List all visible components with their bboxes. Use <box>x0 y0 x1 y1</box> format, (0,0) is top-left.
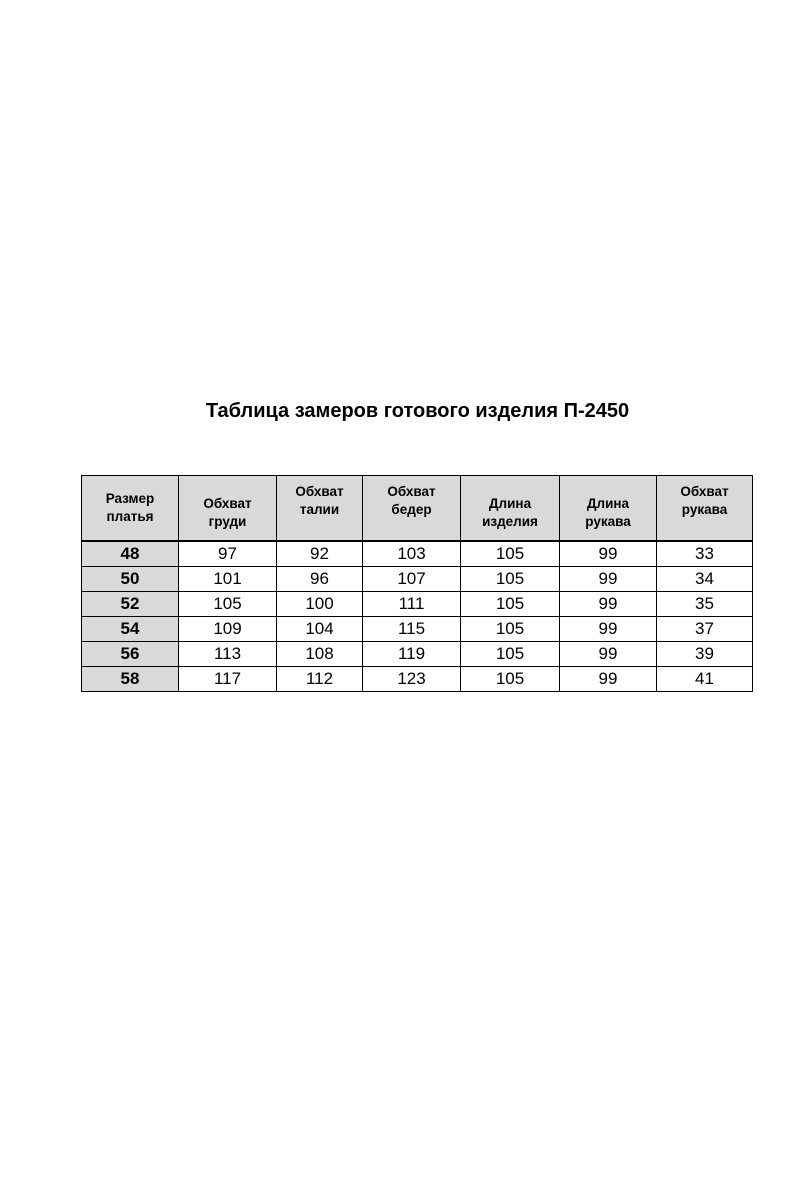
table-row <box>82 541 753 567</box>
chest-cell: 105 <box>179 592 277 617</box>
sleeve-length-cell: 99 <box>560 541 657 567</box>
sleeve-length-cell: 99 <box>560 567 657 592</box>
table-row <box>82 617 753 642</box>
chest-cell: 101 <box>179 567 277 592</box>
hips-cell: 103 <box>363 541 461 567</box>
chest-cell: 109 <box>179 617 277 642</box>
waist-cell: 104 <box>277 617 363 642</box>
chest-cell: 117 <box>179 667 277 692</box>
chest-cell: 97 <box>179 541 277 567</box>
sleeve-girth-cell: 35 <box>657 592 753 617</box>
table-row <box>82 592 753 617</box>
header-sleeve-girth: Обхват рукава <box>657 476 753 542</box>
length-cell: 105 <box>461 617 560 642</box>
size-cell: 48 <box>82 541 179 567</box>
table-row <box>82 667 753 692</box>
header-hip-girth: Обхват бедер <box>363 476 461 542</box>
table-row <box>82 567 753 592</box>
waist-cell: 108 <box>277 642 363 667</box>
sleeve-length-cell: 99 <box>560 642 657 667</box>
hips-cell: 111 <box>363 592 461 617</box>
length-cell: 105 <box>461 642 560 667</box>
waist-cell: 92 <box>277 541 363 567</box>
sleeve-girth-cell: 34 <box>657 567 753 592</box>
hips-cell: 115 <box>363 617 461 642</box>
size-cell: 52 <box>82 592 179 617</box>
hips-cell: 123 <box>363 667 461 692</box>
waist-cell: 112 <box>277 667 363 692</box>
waist-cell: 96 <box>277 567 363 592</box>
sleeve-length-cell: 99 <box>560 592 657 617</box>
size-cell: 56 <box>82 642 179 667</box>
length-cell: 105 <box>461 667 560 692</box>
header-dress-size: Размер платья <box>82 476 179 542</box>
hips-cell: 119 <box>363 642 461 667</box>
header-garment-length: Длина изделия <box>461 476 560 542</box>
length-cell: 105 <box>461 541 560 567</box>
length-cell: 105 <box>461 592 560 617</box>
size-cell: 58 <box>82 667 179 692</box>
length-cell: 105 <box>461 567 560 592</box>
chest-cell: 113 <box>179 642 277 667</box>
header-waist-girth: Обхват талии <box>277 476 363 542</box>
sleeve-girth-cell: 37 <box>657 617 753 642</box>
sleeve-girth-cell: 41 <box>657 667 753 692</box>
hips-cell: 107 <box>363 567 461 592</box>
size-cell: 50 <box>82 567 179 592</box>
table-row <box>82 642 753 667</box>
sleeve-girth-cell: 39 <box>657 642 753 667</box>
size-cell: 54 <box>82 617 179 642</box>
header-chest-girth: Обхват груди <box>179 476 277 542</box>
sleeve-girth-cell: 33 <box>657 541 753 567</box>
sleeve-length-cell: 99 <box>560 667 657 692</box>
document-title: Таблица замеров готового изделия П-2450 <box>205 400 630 422</box>
measurements-table <box>81 475 753 692</box>
waist-cell: 100 <box>277 592 363 617</box>
table-header-row <box>82 476 753 542</box>
header-sleeve-length: Длина рукава <box>560 476 657 542</box>
sleeve-length-cell: 99 <box>560 617 657 642</box>
